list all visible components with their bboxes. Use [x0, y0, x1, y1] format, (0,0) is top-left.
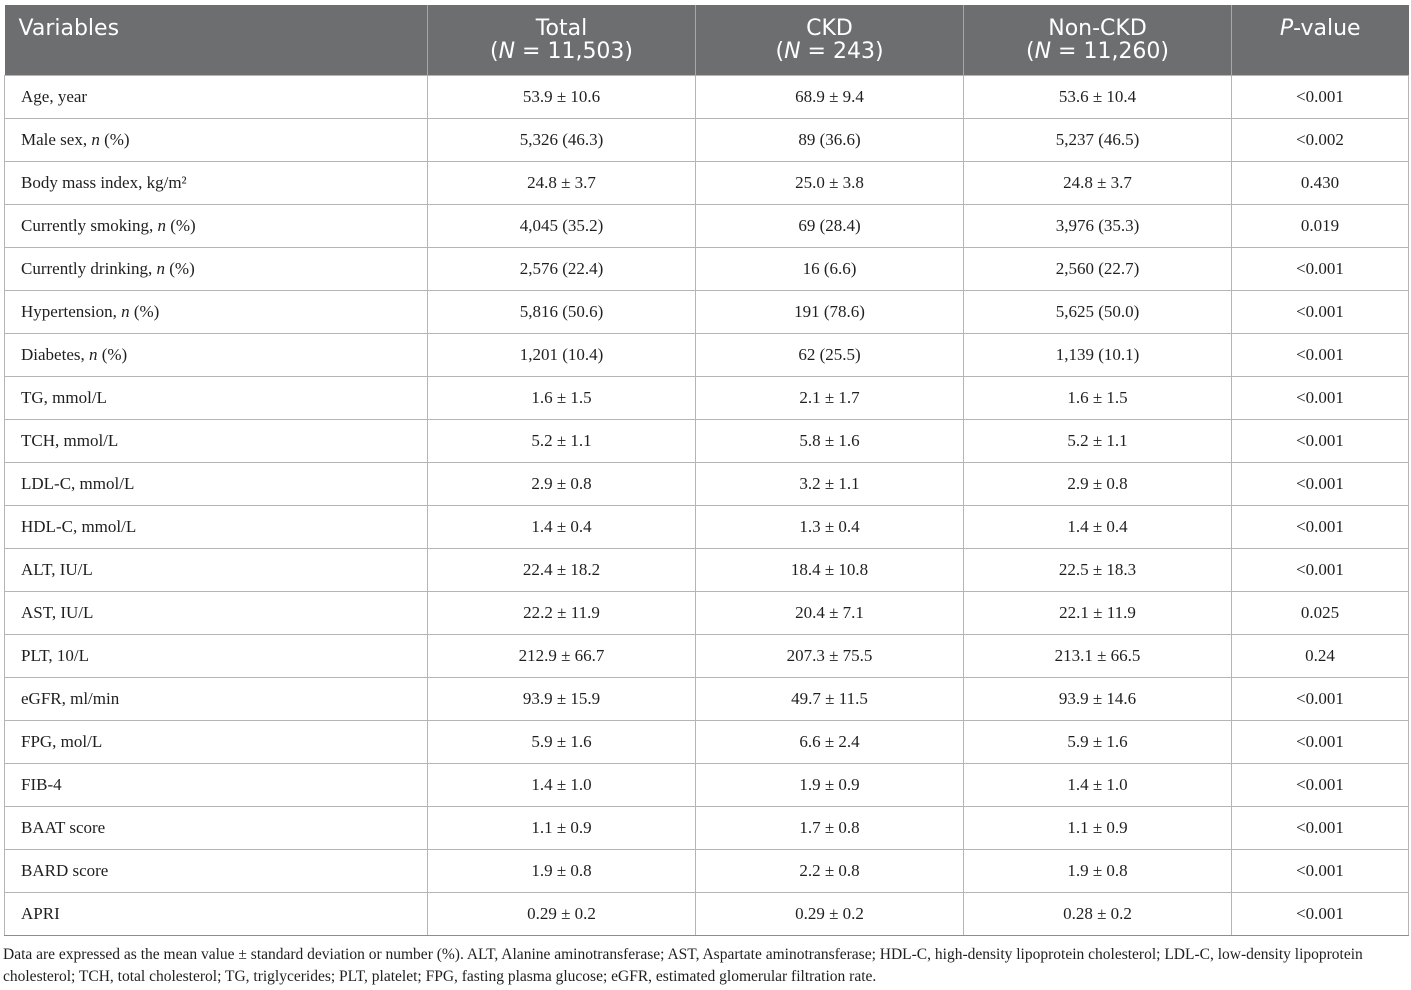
baseline-characteristics-table-wrapper [4, 5, 1408, 936]
table-row [5, 893, 1409, 936]
table-header [5, 5, 1409, 76]
table-row [5, 377, 1409, 420]
cell-variable: PLT, 10/L [5, 635, 428, 678]
cell-pvalue: <0.001 [1232, 334, 1409, 377]
table-row [5, 506, 1409, 549]
table-row [5, 463, 1409, 506]
cell-total: 24.8 ± 3.7 [428, 162, 696, 205]
cell-ckd: 68.9 ± 9.4 [696, 76, 964, 119]
cell-pvalue: <0.001 [1232, 76, 1409, 119]
cell-pvalue: 0.025 [1232, 592, 1409, 635]
cell-total: 22.2 ± 11.9 [428, 592, 696, 635]
cell-ckd: 5.8 ± 1.6 [696, 420, 964, 463]
cell-total: 5,326 (46.3) [428, 119, 696, 162]
cell-variable: BARD score [5, 850, 428, 893]
header-pvalue: P-value [1232, 5, 1409, 76]
cell-pvalue: 0.019 [1232, 205, 1409, 248]
cell-variable: BAAT score [5, 807, 428, 850]
cell-variable: TG, mmol/L [5, 377, 428, 420]
cell-variable: HDL-C, mmol/L [5, 506, 428, 549]
cell-pvalue: <0.001 [1232, 248, 1409, 291]
cell-ckd: 16 (6.6) [696, 248, 964, 291]
cell-total: 22.4 ± 18.2 [428, 549, 696, 592]
cell-ckd: 25.0 ± 3.8 [696, 162, 964, 205]
cell-variable: Hypertension, n (%) [5, 291, 428, 334]
cell-ckd: 62 (25.5) [696, 334, 964, 377]
cell-nonckd: 93.9 ± 14.6 [964, 678, 1232, 721]
cell-variable: Body mass index, kg/m² [5, 162, 428, 205]
cell-variable: Male sex, n (%) [5, 119, 428, 162]
table-row [5, 119, 1409, 162]
cell-total: 212.9 ± 66.7 [428, 635, 696, 678]
cell-total: 5.9 ± 1.6 [428, 721, 696, 764]
table-row [5, 248, 1409, 291]
cell-nonckd: 22.1 ± 11.9 [964, 592, 1232, 635]
header-nonckd-label: Non-CKD [1048, 16, 1147, 41]
cell-nonckd: 2.9 ± 0.8 [964, 463, 1232, 506]
cell-ckd: 3.2 ± 1.1 [696, 463, 964, 506]
cell-ckd: 89 (36.6) [696, 119, 964, 162]
table-row [5, 635, 1409, 678]
cell-ckd: 18.4 ± 10.8 [696, 549, 964, 592]
cell-total: 1,201 (10.4) [428, 334, 696, 377]
header-variables: Variables [5, 5, 428, 76]
table-row [5, 850, 1409, 893]
cell-nonckd: 24.8 ± 3.7 [964, 162, 1232, 205]
cell-nonckd: 22.5 ± 18.3 [964, 549, 1232, 592]
cell-pvalue: <0.001 [1232, 893, 1409, 936]
cell-pvalue: <0.002 [1232, 119, 1409, 162]
cell-variable: AST, IU/L [5, 592, 428, 635]
cell-pvalue: <0.001 [1232, 420, 1409, 463]
cell-nonckd: 5,625 (50.0) [964, 291, 1232, 334]
cell-variable: Currently smoking, n (%) [5, 205, 428, 248]
cell-ckd: 1.3 ± 0.4 [696, 506, 964, 549]
cell-variable: TCH, mmol/L [5, 420, 428, 463]
cell-pvalue: 0.430 [1232, 162, 1409, 205]
cell-variable: FPG, mol/L [5, 721, 428, 764]
cell-pvalue: <0.001 [1232, 764, 1409, 807]
cell-variable: ALT, IU/L [5, 549, 428, 592]
cell-ckd: 2.2 ± 0.8 [696, 850, 964, 893]
table-row [5, 549, 1409, 592]
cell-total: 1.4 ± 1.0 [428, 764, 696, 807]
cell-total: 93.9 ± 15.9 [428, 678, 696, 721]
cell-total: 1.9 ± 0.8 [428, 850, 696, 893]
cell-total: 1.4 ± 0.4 [428, 506, 696, 549]
cell-ckd: 69 (28.4) [696, 205, 964, 248]
table-row [5, 162, 1409, 205]
cell-nonckd: 53.6 ± 10.4 [964, 76, 1232, 119]
header-total [428, 5, 696, 76]
table-row [5, 807, 1409, 850]
cell-ckd: 49.7 ± 11.5 [696, 678, 964, 721]
cell-total: 2.9 ± 0.8 [428, 463, 696, 506]
cell-pvalue: <0.001 [1232, 850, 1409, 893]
cell-ckd: 1.9 ± 0.9 [696, 764, 964, 807]
cell-pvalue: <0.001 [1232, 463, 1409, 506]
cell-pvalue: 0.24 [1232, 635, 1409, 678]
table-row [5, 764, 1409, 807]
header-nonckd [964, 5, 1232, 76]
cell-nonckd: 1,139 (10.1) [964, 334, 1232, 377]
cell-nonckd: 1.4 ± 0.4 [964, 506, 1232, 549]
cell-nonckd: 5.9 ± 1.6 [964, 721, 1232, 764]
table-row [5, 420, 1409, 463]
cell-ckd: 20.4 ± 7.1 [696, 592, 964, 635]
table-footnote: Data are expressed as the mean value ± standard deviation or number (%). ALT, Alanine aminotransferase; AST, Aspartate aminotransferase; HDL-C, high-density lipoprotein cholesterol; LDL-C, low-density lipoprotein cholesterol; TCH, total cholesterol; TG, triglycerides; PLT, platelet; FPG, fasting plasma glucose; eGFR, estimated glomerular filtration rate. [3, 946, 1363, 985]
cell-pvalue: <0.001 [1232, 549, 1409, 592]
cell-pvalue: <0.001 [1232, 291, 1409, 334]
header-total-label: Total [535, 16, 588, 41]
cell-total: 5.2 ± 1.1 [428, 420, 696, 463]
header-ckd-label: CKD [806, 16, 853, 41]
cell-total: 0.29 ± 0.2 [428, 893, 696, 936]
cell-ckd: 0.29 ± 0.2 [696, 893, 964, 936]
cell-pvalue: <0.001 [1232, 807, 1409, 850]
cell-total: 2,576 (22.4) [428, 248, 696, 291]
cell-nonckd: 3,976 (35.3) [964, 205, 1232, 248]
cell-nonckd: 0.28 ± 0.2 [964, 893, 1232, 936]
cell-pvalue: <0.001 [1232, 377, 1409, 420]
table-row [5, 334, 1409, 377]
cell-total: 4,045 (35.2) [428, 205, 696, 248]
table-row [5, 205, 1409, 248]
cell-nonckd: 1.9 ± 0.8 [964, 850, 1232, 893]
cell-variable: Age, year [5, 76, 428, 119]
cell-nonckd: 5,237 (46.5) [964, 119, 1232, 162]
cell-nonckd: 1.1 ± 0.9 [964, 807, 1232, 850]
cell-pvalue: <0.001 [1232, 721, 1409, 764]
cell-total: 5,816 (50.6) [428, 291, 696, 334]
table-row [5, 721, 1409, 764]
cell-variable: Diabetes, n (%) [5, 334, 428, 377]
cell-pvalue: <0.001 [1232, 506, 1409, 549]
cell-variable: Currently drinking, n (%) [5, 248, 428, 291]
table-row [5, 291, 1409, 334]
baseline-characteristics-table [4, 5, 1409, 936]
cell-variable: eGFR, ml/min [5, 678, 428, 721]
cell-nonckd: 1.4 ± 1.0 [964, 764, 1232, 807]
cell-variable: FIB-4 [5, 764, 428, 807]
cell-variable: APRI [5, 893, 428, 936]
header-ckd [696, 5, 964, 76]
cell-ckd: 191 (78.6) [696, 291, 964, 334]
cell-total: 53.9 ± 10.6 [428, 76, 696, 119]
cell-nonckd: 2,560 (22.7) [964, 248, 1232, 291]
table-row [5, 76, 1409, 119]
header-nonckd-n: (N = 11,260) [1025, 39, 1170, 64]
cell-ckd: 1.7 ± 0.8 [696, 807, 964, 850]
header-total-n: (N = 11,503) [489, 39, 634, 64]
cell-nonckd: 213.1 ± 66.5 [964, 635, 1232, 678]
cell-nonckd: 5.2 ± 1.1 [964, 420, 1232, 463]
cell-total: 1.6 ± 1.5 [428, 377, 696, 420]
cell-nonckd: 1.6 ± 1.5 [964, 377, 1232, 420]
cell-ckd: 6.6 ± 2.4 [696, 721, 964, 764]
cell-ckd: 2.1 ± 1.7 [696, 377, 964, 420]
table-row [5, 592, 1409, 635]
cell-total: 1.1 ± 0.9 [428, 807, 696, 850]
cell-ckd: 207.3 ± 75.5 [696, 635, 964, 678]
header-ckd-n: (N = 243) [775, 39, 884, 64]
cell-pvalue: <0.001 [1232, 678, 1409, 721]
cell-variable: LDL-C, mmol/L [5, 463, 428, 506]
table-row [5, 678, 1409, 721]
header-row [5, 5, 1409, 76]
table-body [5, 76, 1409, 936]
